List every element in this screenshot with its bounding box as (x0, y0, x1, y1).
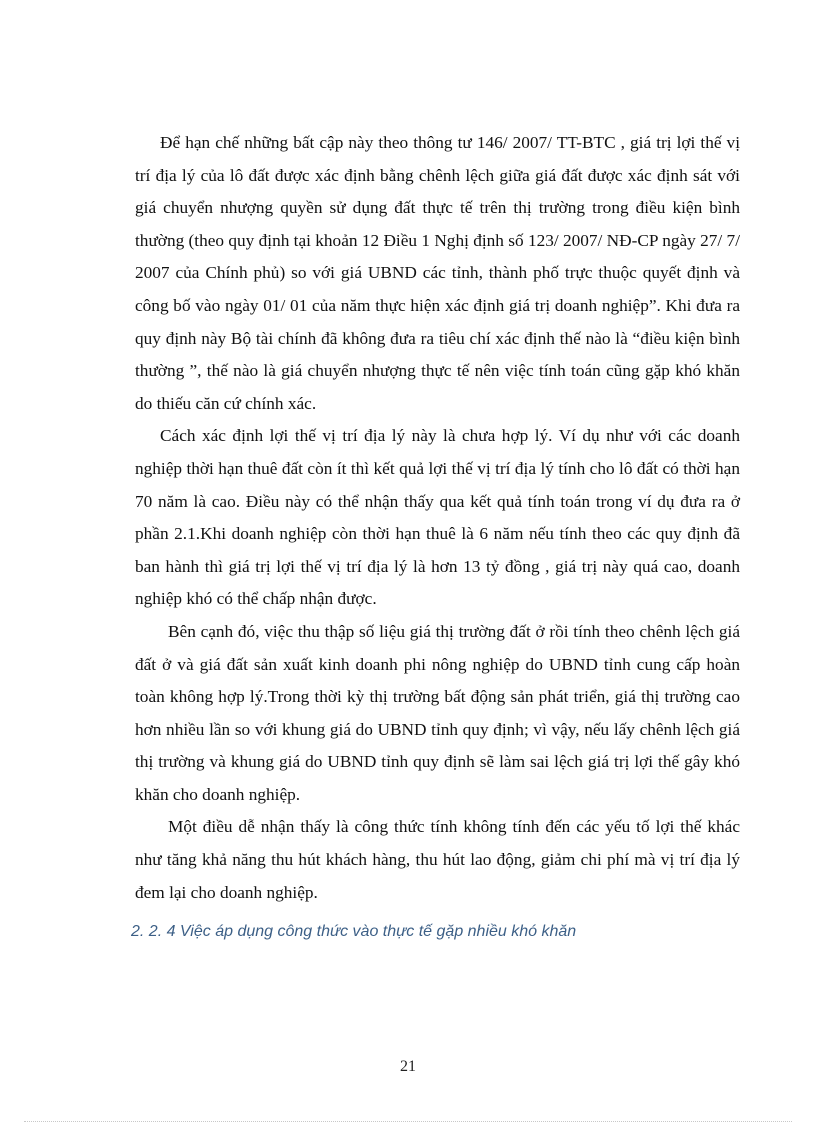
paragraph-4: Một điều dễ nhận thấy là công thức tính không tính đến các yếu tố lợi thế khác như tăng khả năng thu hút khách hàng, thu hút lao động, giảm chi phí mà vị trí địa lý đem lại cho doanh nghiệp. (135, 817, 740, 902)
paragraph-2: Cách xác định lợi thế vị trí địa lý này là chưa hợp lý. Ví dụ như với các doanh nghiệp thời hạn thuê đất còn ít thì kết quả lợi thế vị trí địa lý tính cho lô đất có thời hạn 70 năm là cao. Điều này có thể nhận thấy qua kết quả tính toán trong ví dụ đưa ra ở phần 2.1.Khi doanh nghiệp còn thời hạn thuê là 6 năm nếu tính theo các quy định đã ban hành thì giá trị lợi thế vị trí địa lý là hơn 13 tỷ đồng , giá trị này quá cao, doanh nghiệp khó có thể chấp nhận được. (135, 426, 740, 609)
page-number: 21 (400, 1058, 416, 1075)
paragraph-1: Để hạn chế những bất cập này theo thông tư 146/ 2007/ TT-BTC , giá trị lợi thế vị trí địa lý của lô đất được xác định bằng chênh lệch giữa giá đất được xác định sát với giá chuyển nhượng quyền sử dụng đất thực tế trên thị trường trong điều kiện bình thường (theo quy định tại khoản 12 Điều 1 Nghị định số 123/ 2007/ NĐ-CP ngày 27/ 7/ 2007 của Chính phủ) so với giá UBND các tỉnh, thành phố trực thuộc quyết định và công bố vào ngày 01/ 01 của năm thực hiện xác định giá trị doanh nghiệp”. Khi đưa ra quy định này Bộ tài chính đã không đưa ra tiêu chí xác định thế nào là “điều kiện bình thường ”, thế nào là giá chuyển nhượng thực tế nên việc tính toán cũng gặp khó khăn do thiếu căn cứ chính xác. (135, 133, 740, 413)
section-heading: 2. 2. 4 Việc áp dụng công thức vào thực tế gặp nhiều khó khăn (131, 923, 577, 941)
page-bottom-border (24, 1121, 792, 1122)
paragraph-3: Bên cạnh đó, việc thu thập số liệu giá thị trường đất ở rồi tính theo chênh lệch giá đất ở và giá đất sản xuất kinh doanh phi nông nghiệp do UBND tỉnh cung cấp hoàn toàn không hợp lý.Trong thời kỳ thị trường bất động sản phát triển, giá thị trường cao hơn nhiều lần so với khung giá do UBND tỉnh quy định; vì vậy, nếu lấy chênh lệch giá thị trường và khung giá do UBND tỉnh quy định sẽ làm sai lệch giá trị lợi thế gây khó khăn cho doanh nghiệp. (135, 621, 740, 804)
page-body (131, 127, 740, 942)
